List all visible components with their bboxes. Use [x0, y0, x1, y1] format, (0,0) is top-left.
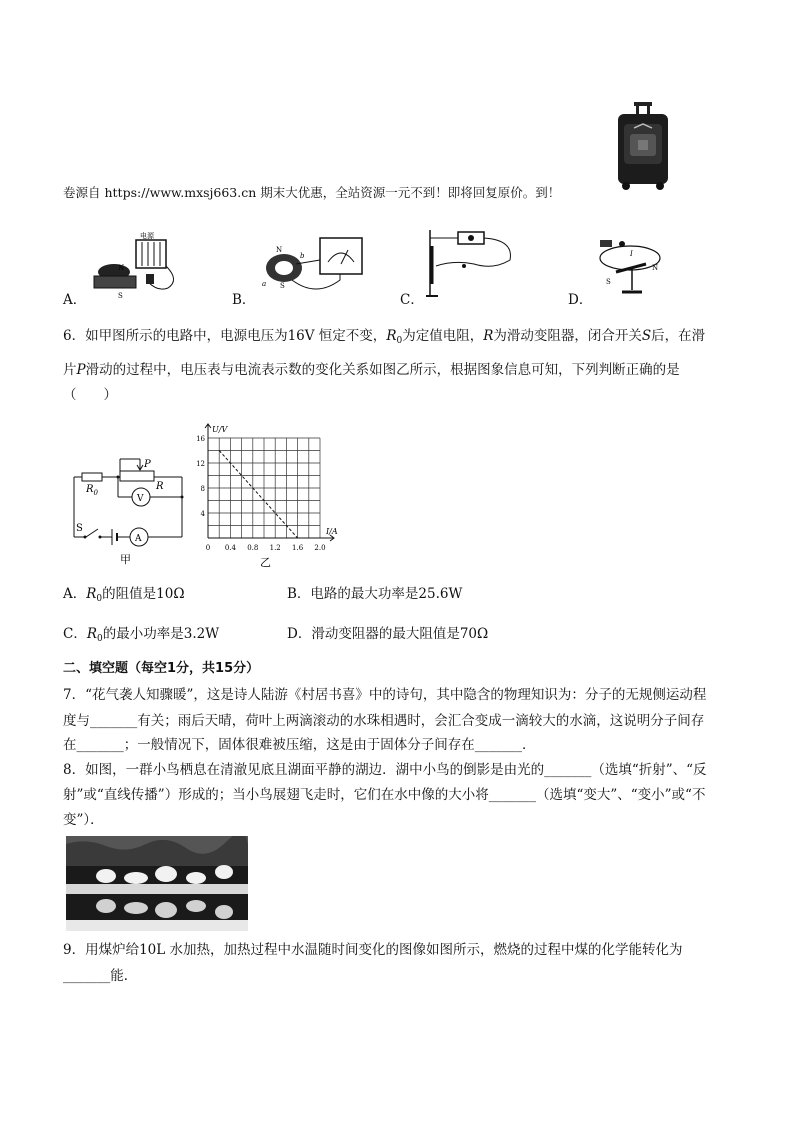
q5d-i-label: I [630, 250, 633, 258]
q6-stem-line1: 6．如甲图所示的电路中，电源电压为16V 恒定不变，$R_0$为定值电阻，R为滑动变阻器，闭合开关S后，在滑 [63, 328, 706, 346]
circuit-r-label: R [156, 481, 164, 492]
q8-line3: 变”）． [63, 812, 104, 828]
y-tick-label: 16 [196, 435, 205, 443]
q6-ui-graph [188, 420, 348, 570]
x-tick-label: 0.4 [224, 544, 236, 552]
ui-graph-svg [188, 420, 348, 570]
q5-figure-d [596, 232, 668, 300]
q5-option-b: B． [232, 292, 256, 308]
q6-option-a: A．$R_0$的阻值是10Ω [63, 586, 185, 604]
q7-line2: 度与_______有关；雨后天晴，荷叶上两滴滚动的水珠相遇时，会汇合变成一滴较大的水滴，这说明分子间存 [63, 713, 705, 729]
q5d-s-label: S [606, 278, 611, 286]
x-tick-label: 2.0 [314, 544, 326, 552]
x-tick-label: 0.8 [247, 544, 259, 552]
q6-stem-line3: （ ） [63, 387, 117, 403]
y-tick-label: 12 [196, 460, 205, 468]
q5-option-c: C． [400, 292, 424, 308]
q5-figure-c [424, 226, 524, 300]
header-source-text: 卷源自 https://www.mxsj663.cn 期末大优惠，全站资源一元不到！即将回复原价。到！ [63, 185, 561, 200]
q5-figure-b [256, 232, 376, 300]
luggage-bag-image [614, 100, 672, 192]
q5a-s-label: S [118, 292, 123, 300]
q5a-power-label: 电源 [140, 232, 154, 240]
circuit-ammeter-label: A [135, 534, 142, 544]
q5d-n-label: N [652, 264, 659, 272]
q6-circuit-diagram [64, 455, 194, 570]
q6-option-b: B．电路的最大功率是25.6W [287, 586, 463, 602]
circuit-r0-label: $R_0$ [86, 484, 98, 497]
x-axis-label: I/A [326, 527, 338, 536]
q5b-s-label: S [280, 282, 285, 290]
q5b-n-label: N [276, 246, 283, 254]
q5-option-a: A． [63, 292, 87, 308]
q5a-n-label: N [118, 264, 125, 272]
circuit-switch-label: S [76, 523, 83, 534]
q9-line2: _______能． [63, 968, 138, 984]
q6-option-d: D．滑动变阻器的最大阻值是70Ω [287, 626, 489, 642]
q5-option-d: D． [568, 292, 593, 308]
section2-title: 二、填空题（每空1分，共15分） [63, 661, 260, 676]
y-axis-label: U/V [212, 425, 228, 434]
x-tick-label: 0 [205, 544, 211, 552]
y-tick-label: 4 [200, 510, 205, 518]
y-tick-label: 8 [200, 485, 205, 493]
series-line [219, 451, 297, 539]
q8-line2: 射”或“直线传播”）形成的；当小鸟展翅飞走时，它们在水中像的大小将_______（选填“变大”、“变小”或“不 [63, 787, 706, 803]
q7-line3: 在_______；一般情况下，固体很难被压缩，这是由于固体分子间存在_______． [63, 737, 536, 753]
q6-stem-line2: 片P滑动的过程中，电压表与电流表示数的变化关系如图乙所示，根据图象信息可知，下列判断正确的是 [63, 362, 680, 378]
graph-caption: 乙 [260, 556, 271, 569]
circuit-voltmeter-label: V [137, 494, 144, 504]
q5-figure-a [88, 230, 188, 300]
q8-line1: 8．如图，一群小鸟栖息在清澈见底且湖面平静的湖边．湖中小鸟的倒影是由光的_______（选填“折射”、“反 [63, 762, 707, 778]
x-tick-label: 1.6 [292, 544, 304, 552]
q8-birds-photo [66, 836, 248, 931]
q9-line1: 9．用煤炉给10L 水加热，加热过程中水温随时间变化的图像如图所示，燃烧的过程中煤的化学能转化为 [63, 942, 683, 958]
q7-line1: 7．“花气袭人知骤暖”，这是诗人陆游《村居书喜》中的诗句，其中隐含的物理知识为：分子的无规侧运动程 [63, 687, 707, 703]
x-tick-label: 1.2 [269, 544, 281, 552]
q5b-a-label: a [262, 280, 267, 288]
q5b-b-label: b [300, 252, 305, 260]
circuit-p-label: P [144, 459, 151, 470]
circuit-caption: 甲 [120, 553, 131, 566]
q6-option-c: C．$R_0$的最小功率是3.2W [63, 626, 220, 644]
